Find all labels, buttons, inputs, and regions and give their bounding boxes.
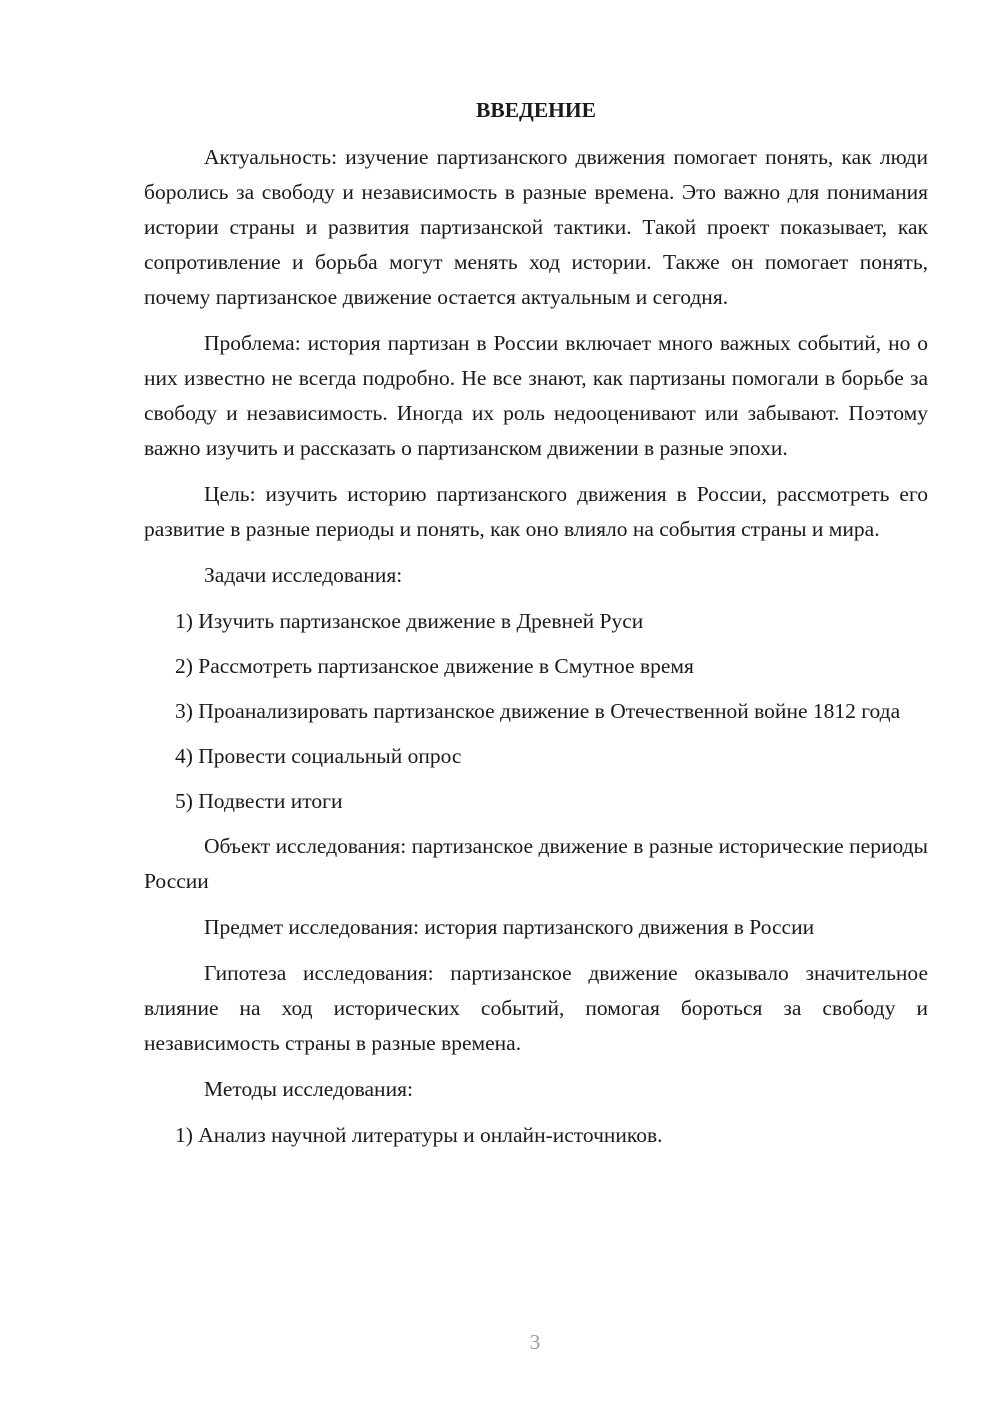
hypothesis-paragraph: Гипотеза исследования: партизанское движение оказывало значительное влияние на ход исторических событий, помогая бороться за свободу и независимость страны в разные времена. (144, 961, 928, 1055)
method-item: 1) Анализ научной литературы и онлайн-источников. (175, 1123, 663, 1147)
section-heading: ВВЕДЕНИЕ (476, 98, 596, 122)
goal-paragraph: Цель: изучить историю партизанского движения в России, рассмотреть его развитие в разные периоды и понять, как оно влияло на события страны и мира. (144, 482, 928, 541)
task-item: 3) Проанализировать партизанское движение в Отечественной войне 1812 года (175, 699, 901, 723)
object-paragraph: Объект исследования: партизанское движение в разные исторические периоды России (144, 834, 928, 893)
page-number: 3 (529, 1330, 541, 1354)
task-item: 5) Подвести итоги (175, 789, 343, 813)
tasks-title: Задачи исследования: (204, 563, 403, 587)
task-item: 2) Рассмотреть партизанское движение в Смутное время (175, 654, 694, 678)
task-item: 1) Изучить партизанское движение в Древней Руси (175, 609, 644, 633)
task-item: 4) Провести социальный опрос (175, 744, 462, 768)
document-page (144, 96, 928, 1163)
subject-paragraph: Предмет исследования: история партизанского движения в России (204, 915, 815, 939)
methods-title: Методы исследования: (204, 1077, 413, 1101)
problem-paragraph: Проблема: история партизан в России включает много важных событий, но о них известно не всегда подробно. Не все знают, как партизаны помогали в борьбе за свободу и независимость. Иногда их роль недооценивают или забывают. Поэтому важно изучить и рассказать о партизанском движении в разные эпохи. (144, 331, 928, 460)
relevance-paragraph: Актуальность: изучение партизанского движения помогает понять, как люди боролись за свободу и независимость в разные времена. Это важно для понимания истории страны и развития партизанской тактики. Такой проект показывает, как сопротивление и борьба могут менять ход истории. Также он помогает понять, почему партизанское движение остается актуальным и сегодня. (144, 145, 928, 309)
